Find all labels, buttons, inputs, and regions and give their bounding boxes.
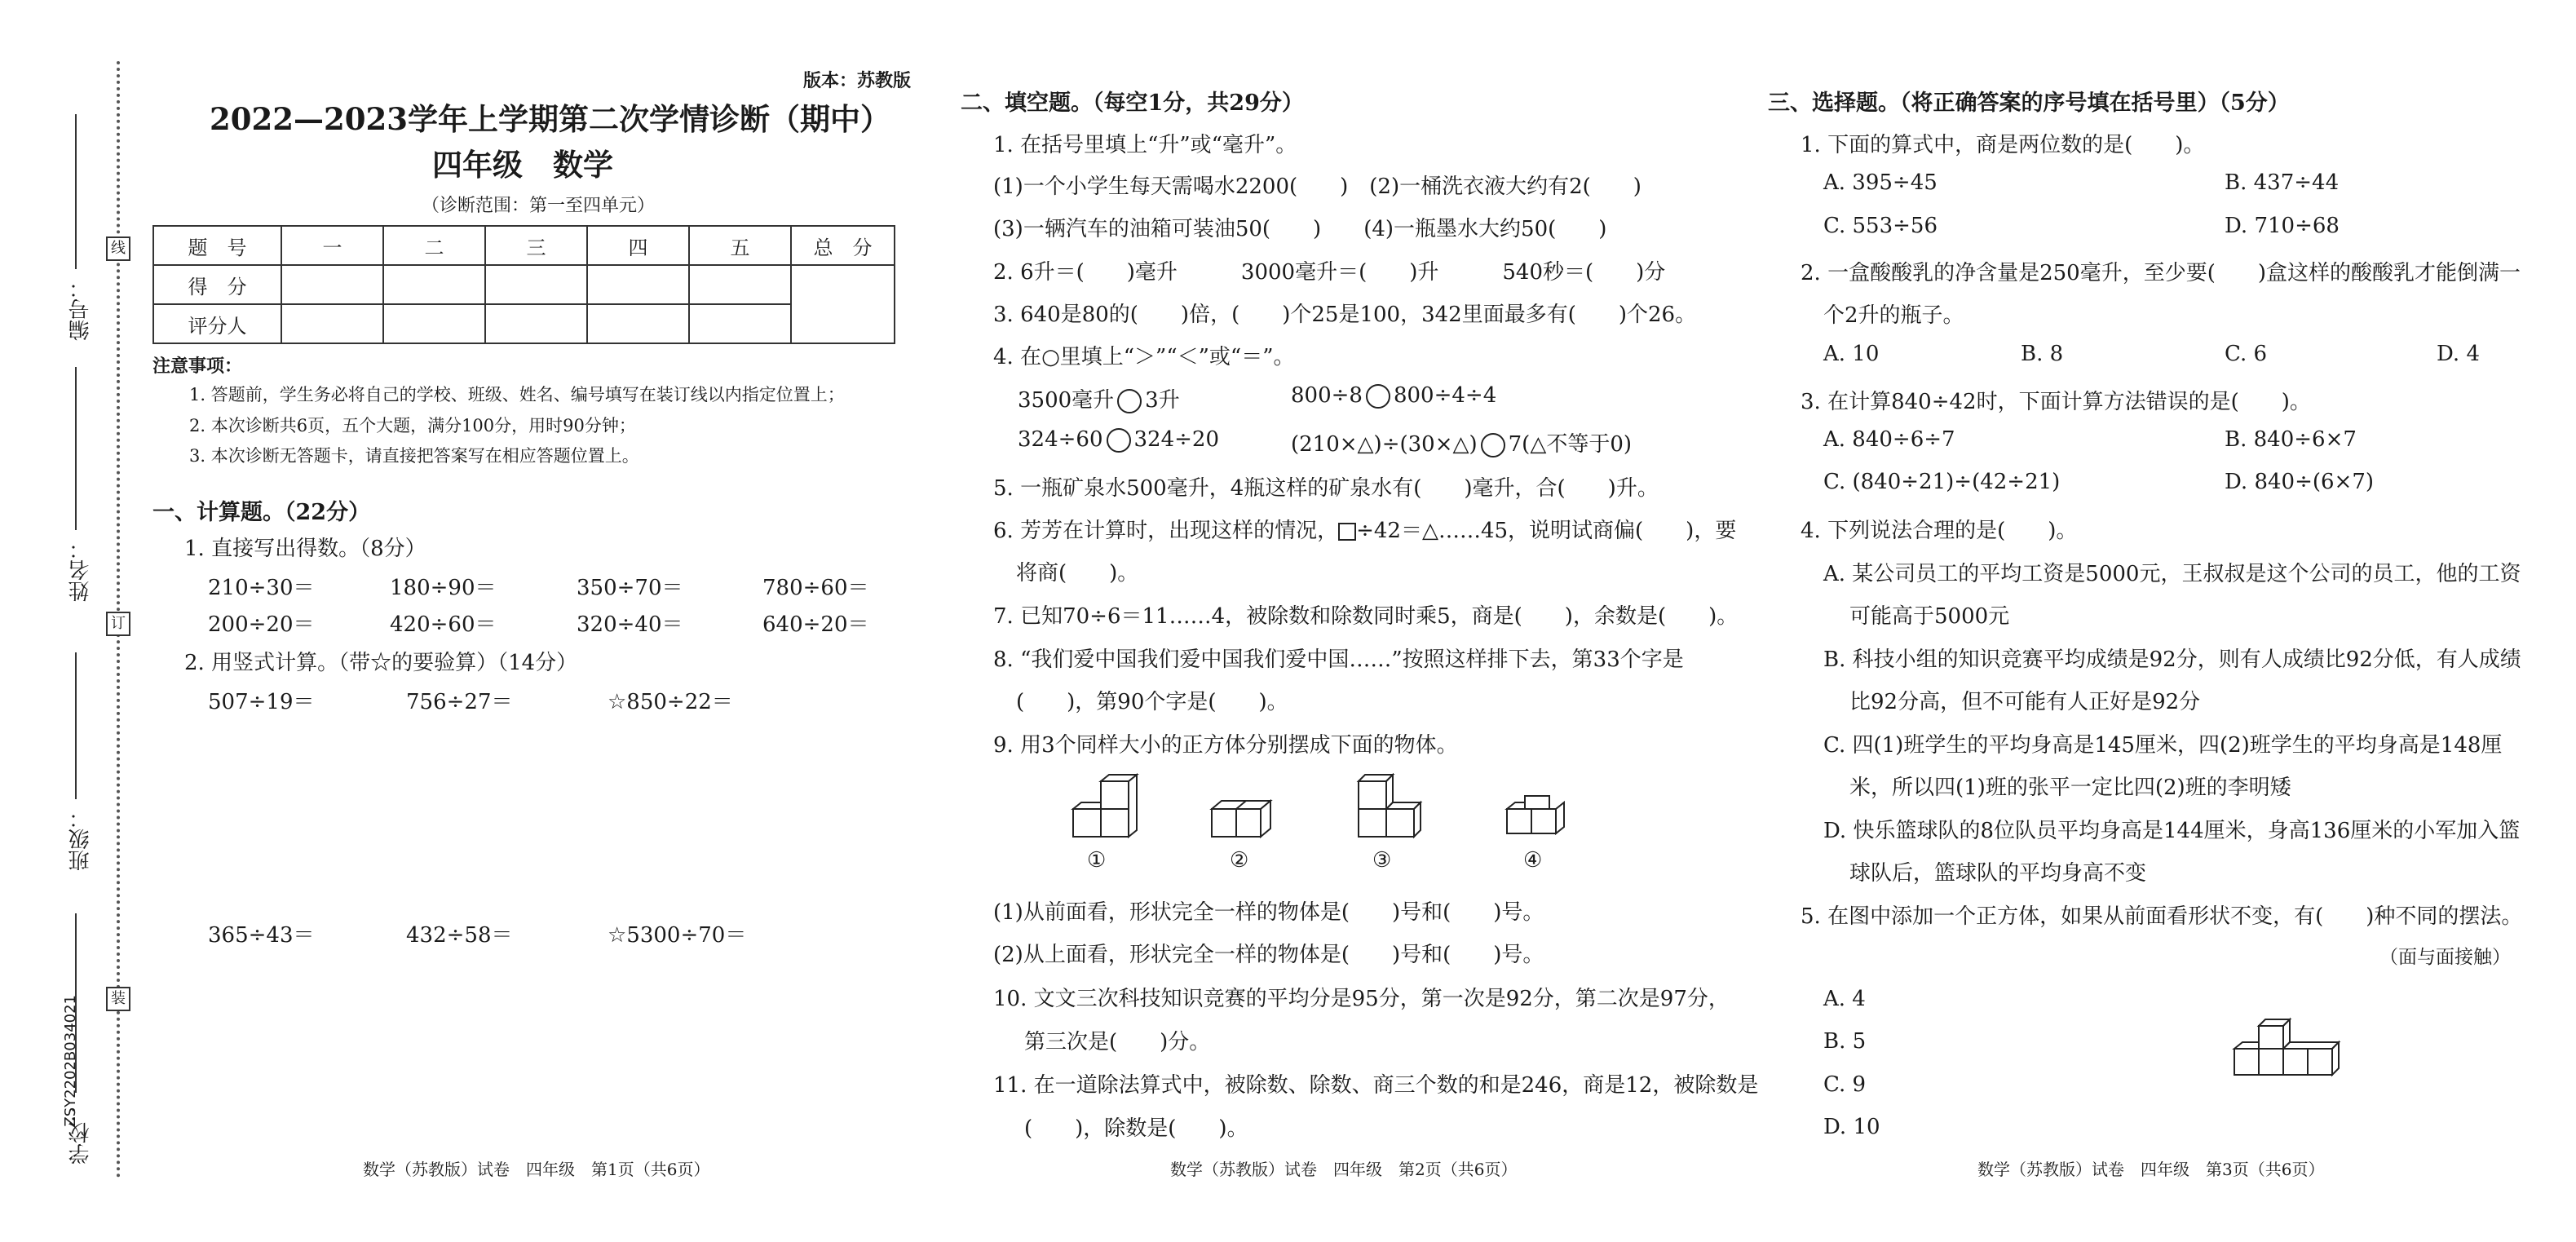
question-line: 11. 在一道除法算式中，被除数、除数、商三个数的和是246，商是12，被除数是: [993, 1073, 1759, 1098]
code-field[interactable]: [75, 114, 77, 269]
exam-subtitle: 四年级 数学: [432, 147, 613, 183]
school-label: 学校：: [68, 1101, 93, 1165]
option-line: 球队后，篮球队的平均身高不变: [1849, 861, 2147, 886]
figure-label: ④: [1523, 848, 1543, 873]
grader-cell[interactable]: [587, 304, 689, 343]
page-footer: 数学（苏教版）试卷 四年级 第2页（共6页）: [1170, 1160, 1518, 1179]
question-line: [993, 514, 1736, 544]
question-line: 1. 下面的算式中，商是两位数的是( )。: [1801, 133, 2205, 157]
grader-cell[interactable]: [281, 304, 383, 343]
score-header: 二: [383, 226, 485, 265]
question-line: 10. 文文三次科技知识竞赛的平均分是95分，第一次是92分，第二次是97分，: [993, 987, 1730, 1011]
compare-item: [1018, 427, 1219, 453]
option-line: B. 科技小组的知识竞赛平均成绩是92分，则有人成绩比92分低，有人成绩: [1823, 648, 2521, 672]
question-line: 8. “我们爱中国我们爱中国我们爱中国……”按照这样排下去，第33个字是: [993, 648, 1684, 672]
note-item: 3. 本次诊断无答题卡，请直接把答案写在相应答题位置上。: [189, 446, 639, 466]
option-item: D. 840÷(6×7): [2225, 470, 2375, 494]
score-cell[interactable]: [383, 265, 485, 304]
question-text: ÷42＝△……45，说明试商偏( )，要: [1356, 519, 1737, 543]
grader-cell[interactable]: [383, 304, 485, 343]
total-score-cell[interactable]: [791, 265, 895, 343]
vertical-calc-item: ☆850÷22＝: [608, 690, 733, 714]
score-header: 一: [281, 226, 383, 265]
seal-mark: 装: [106, 987, 130, 1011]
class-field[interactable]: [75, 652, 77, 799]
question-line: 2. 6升＝( )毫升 3000毫升＝( )升 540秒＝( )分: [993, 260, 1666, 285]
compare-circle[interactable]: [1107, 428, 1131, 453]
option-item: C. (840÷21)÷(42÷21): [1823, 470, 2061, 494]
compare-left: 3500毫升: [1018, 388, 1115, 413]
oral-calc-item: 180÷90＝: [390, 576, 497, 600]
compare-right: 3升: [1145, 388, 1180, 413]
version-label: 版本：苏教版: [803, 70, 912, 91]
compare-circle[interactable]: [1117, 389, 1142, 413]
question-line: ( )，除数是( )。: [1024, 1116, 1248, 1141]
question-line: (1)从前面看，形状完全一样的物体是( )号和( )号。: [993, 900, 1544, 925]
question-line: (2)从上面看，形状完全一样的物体是( )号和( )号。: [993, 943, 1544, 967]
compare-circle[interactable]: [1366, 384, 1390, 409]
seal-mark: 订: [106, 612, 130, 636]
class-label: 班级：: [68, 807, 93, 871]
score-header: 五: [689, 226, 791, 265]
option-item: C. 6: [2225, 342, 2268, 366]
score-cell[interactable]: [485, 265, 587, 304]
option-item: A. 395÷45: [1823, 170, 1938, 195]
question-line: 将商( )。: [1016, 561, 1139, 586]
cube-figure-q5: [2225, 1014, 2347, 1088]
question-line: 5. 一瓶矿泉水500毫升，4瓶这样的矿泉水有( )毫升，合( )升。: [993, 476, 1659, 501]
question-line: ( )，第90个字是( )。: [1016, 690, 1288, 714]
section-2-title: 二、填空题。（每空1分，共29分）: [961, 91, 1304, 116]
vertical-calc-item: 432÷58＝: [406, 923, 513, 948]
oral-calc-item: 350÷70＝: [577, 576, 683, 600]
question-line: 7. 已知70÷6＝11……4，被除数和除数同时乘5，商是( )，余数是( )。: [993, 604, 1739, 629]
question-title: 1. 直接写出得数。（8分）: [184, 537, 426, 561]
figure-label: ②: [1230, 848, 1249, 873]
oral-calc-item: 200÷20＝: [208, 612, 315, 637]
section-1-title: 一、计算题。（22分）: [152, 500, 371, 525]
compare-item: [1291, 427, 1632, 457]
figure-label: ①: [1087, 848, 1107, 873]
option-item: B. 8: [2021, 342, 2064, 366]
compare-circle[interactable]: [1481, 433, 1505, 457]
option-item: B. 840÷6×7: [2225, 427, 2357, 452]
option-line: A. 某公司员工的平均工资是5000元，王叔叔是这个公司的员工，他的工资: [1823, 562, 2521, 586]
score-table: [152, 225, 895, 344]
option-line: 米，所以四(1)班的张平一定比四(2)班的李明矮: [1849, 776, 2291, 800]
compare-right: 324÷20: [1133, 427, 1219, 452]
question-line: 4. 下列说法合理的是( )。: [1801, 519, 2078, 543]
question-line: 3. 在计算840÷42时，下面计算方法错误的是( )。: [1801, 390, 2311, 414]
notes-title: 注意事项：: [152, 356, 243, 377]
score-header: 题 号: [153, 226, 281, 265]
exam-scope: （诊断范围：第一至四单元）: [422, 196, 656, 216]
vertical-calc-item: 756÷27＝: [406, 690, 513, 714]
question-line: (1)一个小学生每天需喝水2200( ) (2)一桶洗衣液大约有2( ): [993, 175, 1641, 199]
score-header: 总 分: [791, 226, 895, 265]
question-line: (3)一辆汽车的油箱可装油50( ) (4)一瓶墨水大约50( ): [993, 217, 1607, 241]
oral-calc-item: 210÷30＝: [208, 576, 315, 600]
vertical-calc-item: ☆5300÷70＝: [608, 923, 747, 948]
compare-item: [1018, 383, 1180, 413]
option-item: D. 710÷68: [2225, 214, 2340, 238]
option-item: D. 4: [2437, 342, 2480, 366]
question-line: 第三次是( )分。: [1024, 1030, 1211, 1054]
question-text: 6. 芳芳在计算时，出现这样的情况，: [993, 519, 1339, 543]
compare-right: 800÷4÷4: [1393, 383, 1497, 408]
cube-figure-3: [1352, 773, 1434, 846]
exam-title: 2022—2023学年上学期第二次学情诊断（期中）: [210, 101, 890, 137]
square-symbol: [1338, 523, 1356, 541]
cube-figure-2: [1207, 791, 1288, 848]
score-header: 三: [485, 226, 587, 265]
option-item: C. 9: [1823, 1072, 1867, 1097]
option-line: D. 快乐篮球队的8位队员平均身高是144厘米，身高136厘米的小军加入篮: [1823, 819, 2521, 843]
code-label: 编号：: [68, 277, 93, 341]
option-item: A. 840÷6÷7: [1823, 427, 1955, 452]
score-header: 四: [587, 226, 689, 265]
oral-calc-item: 420÷60＝: [390, 612, 497, 637]
vertical-calc-item: 507÷19＝: [208, 690, 315, 714]
compare-left: 324÷60: [1018, 427, 1103, 452]
question-line: 1. 在括号里填上“升”或“毫升”。: [993, 133, 1297, 157]
option-item: B. 5: [1823, 1029, 1867, 1054]
option-item: C. 553÷56: [1823, 214, 1938, 238]
serial-number: ZSY2202B034021: [62, 995, 79, 1127]
figure-label: ③: [1372, 848, 1392, 873]
option-line: 比92分高，但不可能有人正好是92分: [1849, 690, 2201, 714]
section-3-title: 三、选择题。（将正确答案的序号填在括号里）（5分）: [1768, 91, 2290, 116]
grader-cell[interactable]: [689, 304, 791, 343]
option-item: D. 10: [1823, 1115, 1880, 1139]
cube-figure-1: [1068, 773, 1158, 846]
oral-calc-item: 780÷60＝: [762, 576, 869, 600]
name-label: 姓名：: [68, 538, 93, 602]
compare-left: (210×△)÷(30×△): [1291, 432, 1478, 457]
compare-left: 800÷8: [1291, 383, 1363, 408]
question-note: （面与面接触）: [2379, 947, 2511, 968]
score-cell[interactable]: [281, 265, 383, 304]
oral-calc-item: 640÷20＝: [762, 612, 869, 637]
compare-right: 7(△不等于0): [1508, 432, 1633, 457]
page-footer: 数学（苏教版）试卷 四年级 第1页（共6页）: [363, 1160, 710, 1179]
name-field[interactable]: [75, 367, 77, 530]
question-title: 2. 用竖式计算。（带☆的要验算）（14分）: [184, 651, 578, 675]
oral-calc-item: 320÷40＝: [577, 612, 683, 637]
cube-figure-4: [1500, 789, 1582, 848]
option-item: A. 10: [1823, 342, 1880, 366]
option-line: 可能高于5000元: [1849, 604, 2010, 629]
question-line: 9. 用3个同样大小的正方体分别摆成下面的物体。: [993, 733, 1458, 758]
option-item: A. 4: [1823, 987, 1866, 1011]
vertical-calc-item: 365÷43＝: [208, 923, 315, 948]
question-line: 2. 一盒酸酸乳的净含量是250毫升，至少要( )盒这样的酸酸乳才能倒满一: [1801, 261, 2521, 285]
score-row-label: 得 分: [153, 265, 281, 304]
option-item: B. 437÷44: [2225, 170, 2340, 195]
compare-item: [1291, 383, 1496, 409]
score-cell[interactable]: [587, 265, 689, 304]
score-cell[interactable]: [689, 265, 791, 304]
page-footer: 数学（苏教版）试卷 四年级 第3页（共6页）: [1977, 1160, 2325, 1179]
score-row-label: 评分人: [153, 304, 281, 343]
seal-mark: 线: [106, 236, 130, 261]
note-item: 1. 答题前，学生务必将自己的学校、班级、姓名、编号填写在装订线以内指定位置上；: [189, 385, 845, 404]
grader-cell[interactable]: [485, 304, 587, 343]
question-line: 个2升的瓶子。: [1823, 303, 1964, 328]
question-line: 4. 在○里填上“＞”“＜”或“＝”。: [993, 345, 1295, 369]
option-line: C. 四(1)班学生的平均身高是145厘米，四(2)班学生的平均身高是148厘: [1823, 733, 2503, 758]
note-item: 2. 本次诊断共6页，五个大题，满分100分，用时90分钟；: [189, 416, 636, 435]
question-line: 3. 640是80的( )倍，( )个25是100，342里面最多有( )个26。: [993, 303, 1697, 327]
question-line: 5. 在图中添加一个正方体，如果从前面看形状不变，有( )种不同的摆法。: [1801, 904, 2523, 929]
